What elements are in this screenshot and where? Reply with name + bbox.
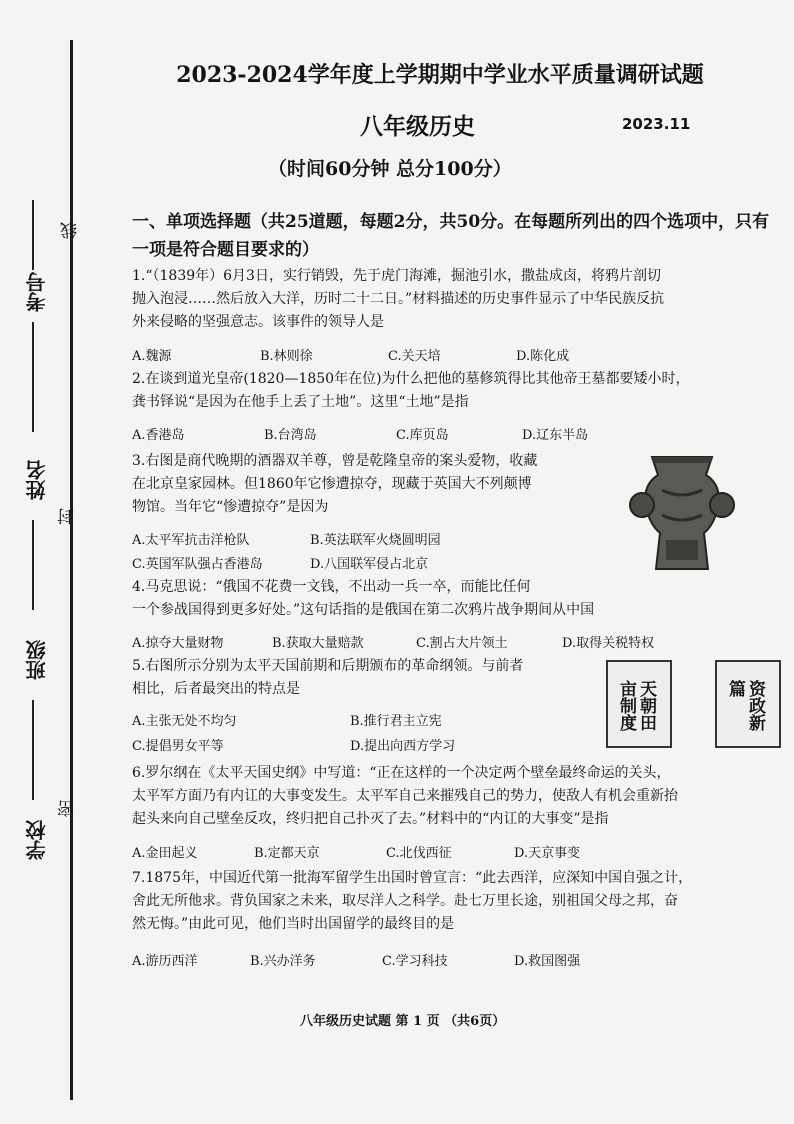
question-line: 抛入泡浸……然后放入大洋，历时二十二日。”材料描述的历史事件显示了中华民族反抗 <box>132 291 665 307</box>
question-2-options <box>132 424 588 443</box>
question-line: 2.在谈到道光皇帝(1820—1850年在位)为什么把他的墓修筑得比其他帝王墓都要矮小时， <box>132 371 690 387</box>
exam-time-score: （时间60分钟 总分100分） <box>268 158 512 180</box>
option-c[interactable]: C.关天培 <box>388 349 441 364</box>
option-c[interactable]: C.学习科技 <box>382 954 448 969</box>
option-c[interactable]: C.北伐西征 <box>386 846 452 861</box>
option-b[interactable]: B.定都天京 <box>254 846 320 861</box>
question-line: 5.右图所示分别为太平天国前期和后期颁布的革命纲领。与前者 <box>132 658 524 674</box>
option-a[interactable]: A.金田起义 <box>132 846 198 861</box>
exam-subject: 八年级历史 <box>360 113 475 140</box>
question-line: 4.马克思说：“俄国不花费一文钱，不出动一兵一卒，而能比任何 <box>132 579 531 595</box>
binding-margin <box>0 0 100 1124</box>
exam-title: 2023-2024学年度上学期期中学业水平质量调研试题 <box>176 62 704 88</box>
option-d[interactable]: D.辽东半岛 <box>522 428 589 443</box>
question-6 <box>132 762 678 831</box>
option-b[interactable]: B.林则徐 <box>260 349 313 364</box>
zizheng-document-title: 资政新篇 <box>725 680 765 731</box>
option-b[interactable]: B.兴办洋务 <box>250 954 316 969</box>
question-3 <box>132 450 537 519</box>
option-c[interactable]: C.割占大片领土 <box>416 636 508 651</box>
option-a[interactable]: A.太平军抗击洋枪队 <box>132 533 250 548</box>
option-b[interactable]: B.获取大量赔款 <box>272 636 364 651</box>
question-5 <box>132 655 523 701</box>
question-5-options-row2 <box>132 735 455 754</box>
tianchao-document-title: 天朝田亩制度 <box>616 680 656 731</box>
question-2 <box>132 368 690 414</box>
zizheng-document-image <box>715 660 781 748</box>
option-d[interactable]: D.提出向西方学习 <box>350 739 456 754</box>
question-3-options-row1 <box>132 529 441 548</box>
question-line: 龚书铎说“是因为在他手上丢了土地”。这里“土地”是指 <box>132 394 469 410</box>
page-footer: 八年级历史试题 第 1 页 （共6页） <box>300 1014 506 1029</box>
question-3-options-row2 <box>132 553 428 572</box>
tianchao-document-image <box>606 660 672 748</box>
question-line: 然无悔。”由此可见，他们当时出国留学的最终目的是 <box>132 916 455 932</box>
double-ram-zun-image <box>622 445 742 580</box>
question-1 <box>132 265 664 334</box>
option-a[interactable]: A.香港岛 <box>132 428 185 443</box>
question-4 <box>132 576 594 622</box>
question-7-options <box>132 950 580 969</box>
question-5-options-row1 <box>132 710 442 729</box>
option-d[interactable]: D.天京事变 <box>514 846 581 861</box>
question-line: 太平军方面乃有内讧的大事变发生。太平军自己来摧残自己的势力，使敌人有机会重新抬 <box>132 788 678 804</box>
question-line: 外来侵略的坚强意志。该事件的领导人是 <box>132 314 384 330</box>
option-b[interactable]: B.推行君主立宪 <box>350 714 442 729</box>
question-line: 在北京皇家园林。但1860年它惨遭掠夺，现藏于英国大不列颠博 <box>132 476 532 492</box>
question-line: 舍此无所他求。背负国家之未来，取尽洋人之科学。赴七万里长途，别祖国父母之邦，奋 <box>132 893 678 909</box>
question-6-options <box>132 842 580 861</box>
option-d[interactable]: D.陈化成 <box>516 349 570 364</box>
binding-line <box>70 40 73 1100</box>
option-d[interactable]: D.救国图强 <box>514 954 581 969</box>
seal-char-seal: 封 <box>58 508 78 525</box>
question-7 <box>132 867 692 936</box>
option-d[interactable]: D.八国联军侵占北京 <box>310 557 429 572</box>
question-line: 6.罗尔纲在《太平天国史纲》中写道：“正在这样的一个决定两个壁垒最终命运的关头， <box>132 765 671 781</box>
question-line: 3.右图是商代晚期的酒器双羊尊，曾是乾隆皇帝的案头爱物，收藏 <box>132 453 538 469</box>
question-1-options <box>132 345 569 364</box>
field-line-name <box>32 520 34 610</box>
field-line-exam-number-lower <box>32 322 34 432</box>
field-label-class: 班级 <box>25 640 49 680</box>
option-b[interactable]: B.英法联军火烧圆明园 <box>310 533 441 548</box>
seal-char-line: 线 <box>61 222 81 239</box>
option-a[interactable]: A.主张无处不均匀 <box>132 714 237 729</box>
question-line: 1.“（1839年）6月3日，实行销毁，先于虎门海滩，掘池引水，撒盐成卤，将鸦片剖切 <box>132 268 661 284</box>
option-a[interactable]: A.掠夺大量财物 <box>132 636 224 651</box>
question-4-options <box>132 632 654 651</box>
question-line: 7.1875年，中国近代第一批海军留学生出国时曾宣言：“此去西洋，应深知中国自强之计， <box>132 870 693 886</box>
question-line: 一个参战国得到更多好处。”这句话指的是俄国在第二次鸦片战争期间从中国 <box>132 602 595 618</box>
option-c[interactable]: C.英国军队强占香港岛 <box>132 557 263 572</box>
field-line-class <box>32 700 34 800</box>
field-line-exam-number <box>32 200 34 270</box>
question-line: 相比，后者最突出的特点是 <box>132 681 300 697</box>
exam-date: 2023.11 <box>622 115 691 133</box>
seal-char-secret: 密 <box>58 800 78 817</box>
field-label-exam-number: 考号 <box>25 272 49 312</box>
option-b[interactable]: B.台湾岛 <box>264 428 317 443</box>
section-heading: 一、单项选择题（共25道题，每题2分，共50分。在每题所列出的四个选项中，只有一项是符合题目要求的） <box>132 212 770 260</box>
option-c[interactable]: C.提倡男女平等 <box>132 739 224 754</box>
option-d[interactable]: D.取得关税特权 <box>562 636 655 651</box>
question-line: 起头来向自己壁垒反攻，终归把自己扑灭了去。”材料中的“内讧的大事变”是指 <box>132 811 609 827</box>
field-label-name: 姓名 <box>25 460 49 500</box>
question-line: 物馆。当年它“惨遭掠夺”是因为 <box>132 499 329 515</box>
option-a[interactable]: A.魏源 <box>132 349 172 364</box>
field-label-school: 学校 <box>25 820 49 860</box>
option-a[interactable]: A.游历西洋 <box>132 954 198 969</box>
option-c[interactable]: C.库页岛 <box>396 428 449 443</box>
